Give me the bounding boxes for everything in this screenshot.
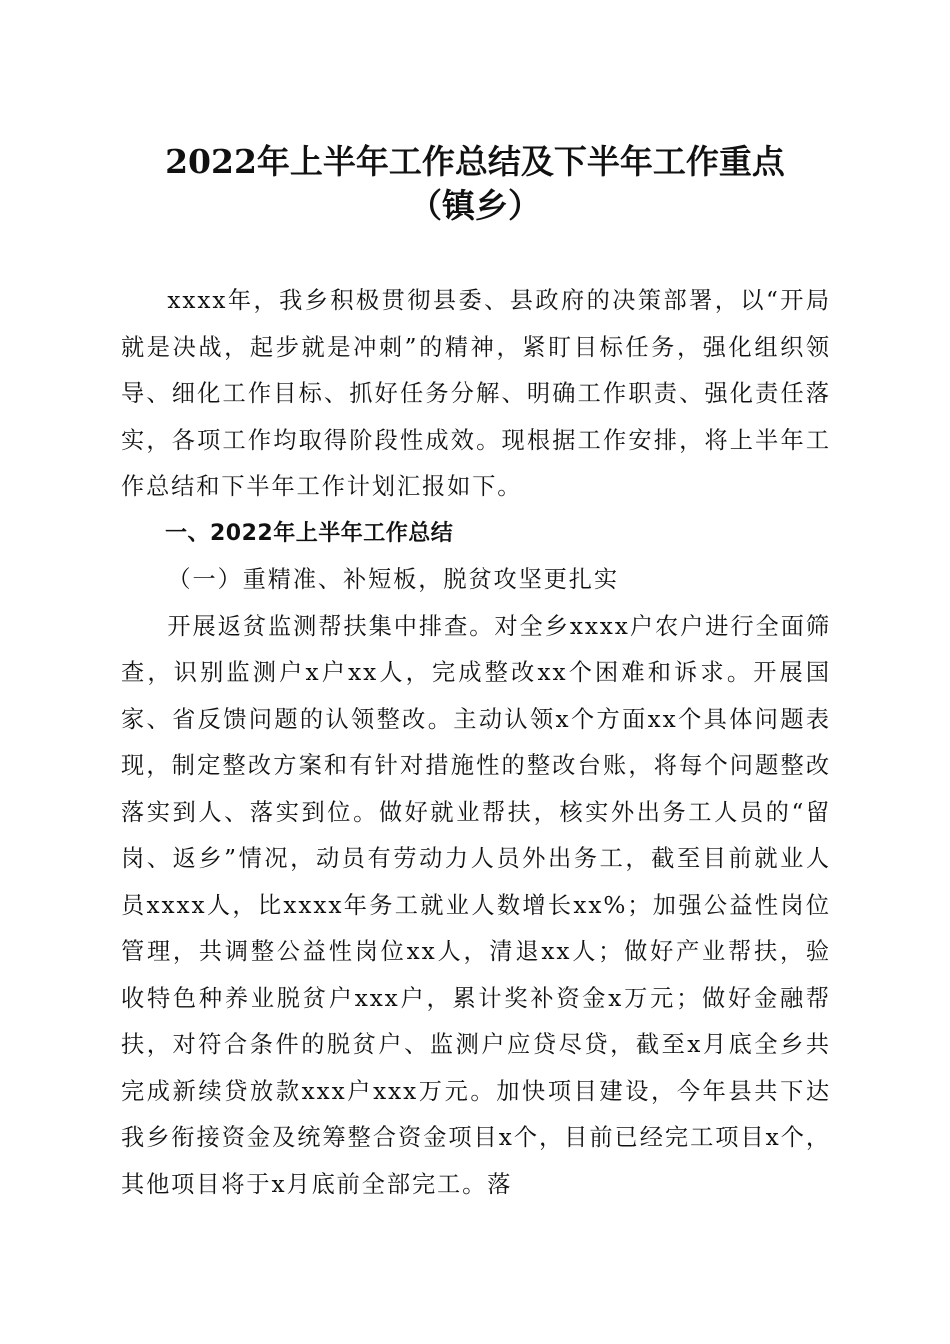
document-title: 2022年上半年工作总结及下半年工作重点 (165, 142, 785, 181)
document-subtitle: （镇乡） (409, 186, 541, 225)
section-heading: 一、2022年上半年工作总结 (165, 520, 454, 546)
document-body (121, 278, 831, 1208)
subsection-heading: （一）重精准、补短板，脱贫攻坚更扎实 (167, 566, 619, 593)
subsection-paragraph: 开展返贫监测帮扶集中排查。对全乡xxxx户农户进行全面筛查，识别监测户x户xx人，完成整改xx个困难和诉求。开展国家、省反馈问题的认领整改。主动认领x个方面xx个具体问题表现，制定整改方案和有针对措施性的整改台账，将每个问题整改落实到人、落实到位。做好就业帮扶，核实外出务工人员的“留岗、返乡”情况，动员有劳动力人员外出务工，截至目前就业人员xxxx人，比xxxx年务工就业人数增长xx%；加强公益性岗位管理，共调整公益性岗位xx人，清退xx人；做好产业帮扶，验收特色种养业脱贫户xxx户，累计奖补资金x万元；做好金融帮扶，对符合条件的脱贫户、监测户应贷尽贷，截至x月底全乡共完成新续贷放款xxx户xxx万元。加快项目建设，今年县共下达我乡衔接资金及统筹整合资金项目x个，目前已经完工项目x个，其他项目将于x月底前全部完工。落 (121, 612, 831, 1198)
intro-paragraph: xxxx年，我乡积极贯彻县委、县政府的决策部署，以“开局就是决战，起步就是冲刺”的精神，紧盯目标任务，强化组织领导、细化工作目标、抓好任务分解、明确工作职责、强化责任落实，各项工作均取得阶段性成效。现根据工作安排，将上半年工作总结和下半年工作计划汇报如下。 (121, 287, 831, 500)
